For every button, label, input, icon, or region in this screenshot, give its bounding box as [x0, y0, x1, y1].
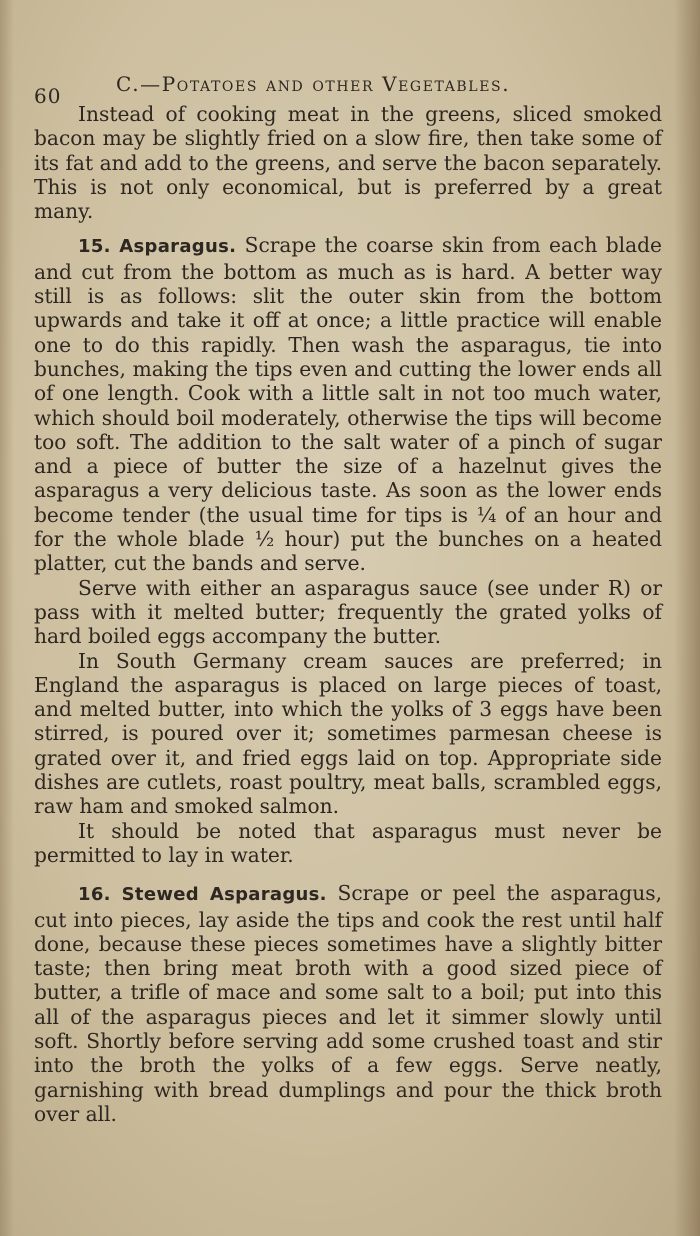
- section-asparagus-paragraph-2: Serve with either an asparagus sauce (see under R) or pass with it melted butter; frequently the grated yolks of hard boiled eggs accompany the butter.: [34, 575, 662, 649]
- section-heading-stewed-asparagus: 16. Stewed Asparagus.: [78, 884, 327, 906]
- section-heading-asparagus: 15. Asparagus.: [78, 236, 237, 258]
- page-shadow-left: [0, 0, 14, 1236]
- section-stewed-asparagus-paragraph-1: [34, 881, 662, 1126]
- section-asparagus-text-1: Scrape the coarse skin from each blade and cut from the bottom as much as is hard. A better way still is as follows: slit the outer skin from the bottom upwards and take it off at once; a little practice will enable one to do this rapidly. Then wash the asparagus, tie into bunches, making the tips even and cutting the lower ends all of one length. Cook with a little salt in not too much water, which should boil moderately, otherwise the tips will become too soft. The addition to the salt water of a pinch of sugar and a piece of butter the size of a hazelnut gives the asparagus a very delicious taste. As soon as the lower ends become tender (the usual time for tips is ¼ of an hour and for the whole blade ½ hour) put the bunches on a heated platter, cut the bands and serve.: [34, 233, 662, 576]
- section-asparagus-paragraph-3: In South Germany cream sauces are preferred; in England the asparagus is placed on large pieces of toast, and melted butter, into which the yolks of 3 eggs have been stirred, is poured over it; sometimes parmesan cheese is grated over it, and fried eggs laid on top. Appropriate side dishes are cutlets, roast poultry, meat balls, scrambled eggs, raw ham and smoked salmon.: [34, 648, 662, 819]
- section-asparagus-paragraph-4: It should be noted that asparagus must never be permitted to lay in water.: [34, 818, 662, 867]
- page-shadow-right: [674, 0, 700, 1236]
- page-content: [34, 58, 662, 1126]
- running-header: [34, 58, 662, 108]
- running-title: C.—Potatoes and other Vegetables.: [116, 72, 511, 96]
- page-number: 60: [34, 84, 62, 108]
- intro-paragraph: Instead of cooking meat in the greens, sliced smoked bacon may be slightly fried on a slow fire, then take some of its fat and add to the greens, and serve the bacon separately. This is not only economical, but is preferred by a great many.: [34, 102, 662, 224]
- section-stewed-asparagus-text-1: Scrape or peel the asparagus, cut into pieces, lay aside the tips and cook the rest until half done, because these pieces sometimes have a slightly bitter taste; then bring meat broth with a good sized piece of butter, a trifle of mace and some salt to a boil; put into this all of the asparagus pieces and let it simmer slowly until soft. Shortly before serving add some crushed toast and stir into the broth the yolks of a few eggs. Serve neatly, garnishing with bread dumplings and pour the thick broth over all.: [34, 881, 663, 1126]
- section-asparagus-paragraph-1: [34, 233, 662, 575]
